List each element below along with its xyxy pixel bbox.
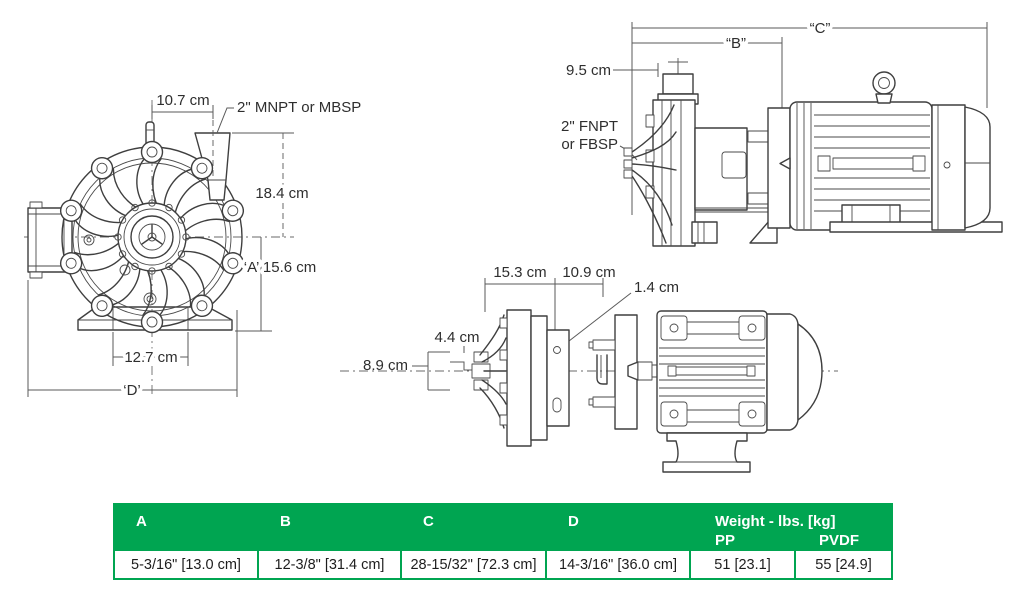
- pump-wet-end: [624, 100, 695, 246]
- dim-hole: 1.4 cm: [634, 279, 680, 296]
- dim-pump-length: “B”: [726, 35, 746, 52]
- cell-dim-c: 28-15/32" [72.3 cm]: [402, 551, 547, 578]
- table-header-row: [115, 505, 891, 551]
- dim-lower-height: ‘A’ 15.6 cm: [243, 259, 317, 276]
- suction-port-label-line2: or FBSP: [561, 136, 618, 153]
- dim-top-width: 10.7 cm: [156, 92, 210, 109]
- weight-subheader-row: [691, 532, 891, 549]
- column-header-b: B: [280, 513, 291, 530]
- suction-port-label-line1: 2" FNPT: [561, 118, 618, 135]
- discharge-port-label: 2" MNPT or MBSP: [237, 99, 362, 116]
- subheader-pvdf: PVDF: [818, 532, 859, 549]
- front-view-dimensions: [28, 92, 361, 399]
- dim-port-height: 8.9 cm: [362, 357, 408, 374]
- dim-overall-length: “C”: [809, 20, 831, 37]
- motor-side: [768, 72, 1002, 232]
- side-view-drawing: [548, 5, 1024, 260]
- dim-overall-width: ‘D’: [123, 382, 141, 399]
- dimensions-table: [113, 503, 893, 580]
- dim-upper-height: 18.4 cm: [255, 185, 309, 202]
- cell-dim-d: 14-3/16" [36.0 cm]: [547, 551, 691, 578]
- dim-adapter-width: 10.9 cm: [562, 264, 616, 281]
- motor-top: [657, 311, 822, 472]
- cell-dim-a: 5-3/16" [13.0 cm]: [115, 551, 259, 578]
- table-data-row: [115, 551, 891, 578]
- dim-port-depth: 4.4 cm: [434, 329, 480, 346]
- column-header-a: A: [136, 513, 147, 530]
- dim-port-offset: 9.5 cm: [565, 62, 611, 79]
- dim-base-width: 12.7 cm: [124, 349, 178, 366]
- subheader-pp: PP: [715, 532, 736, 549]
- cell-dim-b: 12-3/8" [31.4 cm]: [259, 551, 402, 578]
- top-view-drawing: [330, 250, 860, 485]
- cell-weight-pvdf: 55 [24.9]: [796, 551, 891, 578]
- cell-weight-pp: 51 [23.1]: [691, 551, 796, 578]
- pump-wet-end-top: [472, 310, 569, 446]
- hub: [115, 200, 189, 274]
- adapter-bracket: [692, 128, 778, 243]
- column-header-weight: [691, 505, 891, 551]
- column-header-c: C: [423, 513, 434, 530]
- column-header-d: D: [568, 513, 579, 530]
- dim-flange-width: 15.3 cm: [493, 264, 547, 281]
- weight-header-label: Weight - lbs. [kg]: [715, 513, 836, 530]
- motor-mount-top: [589, 315, 657, 429]
